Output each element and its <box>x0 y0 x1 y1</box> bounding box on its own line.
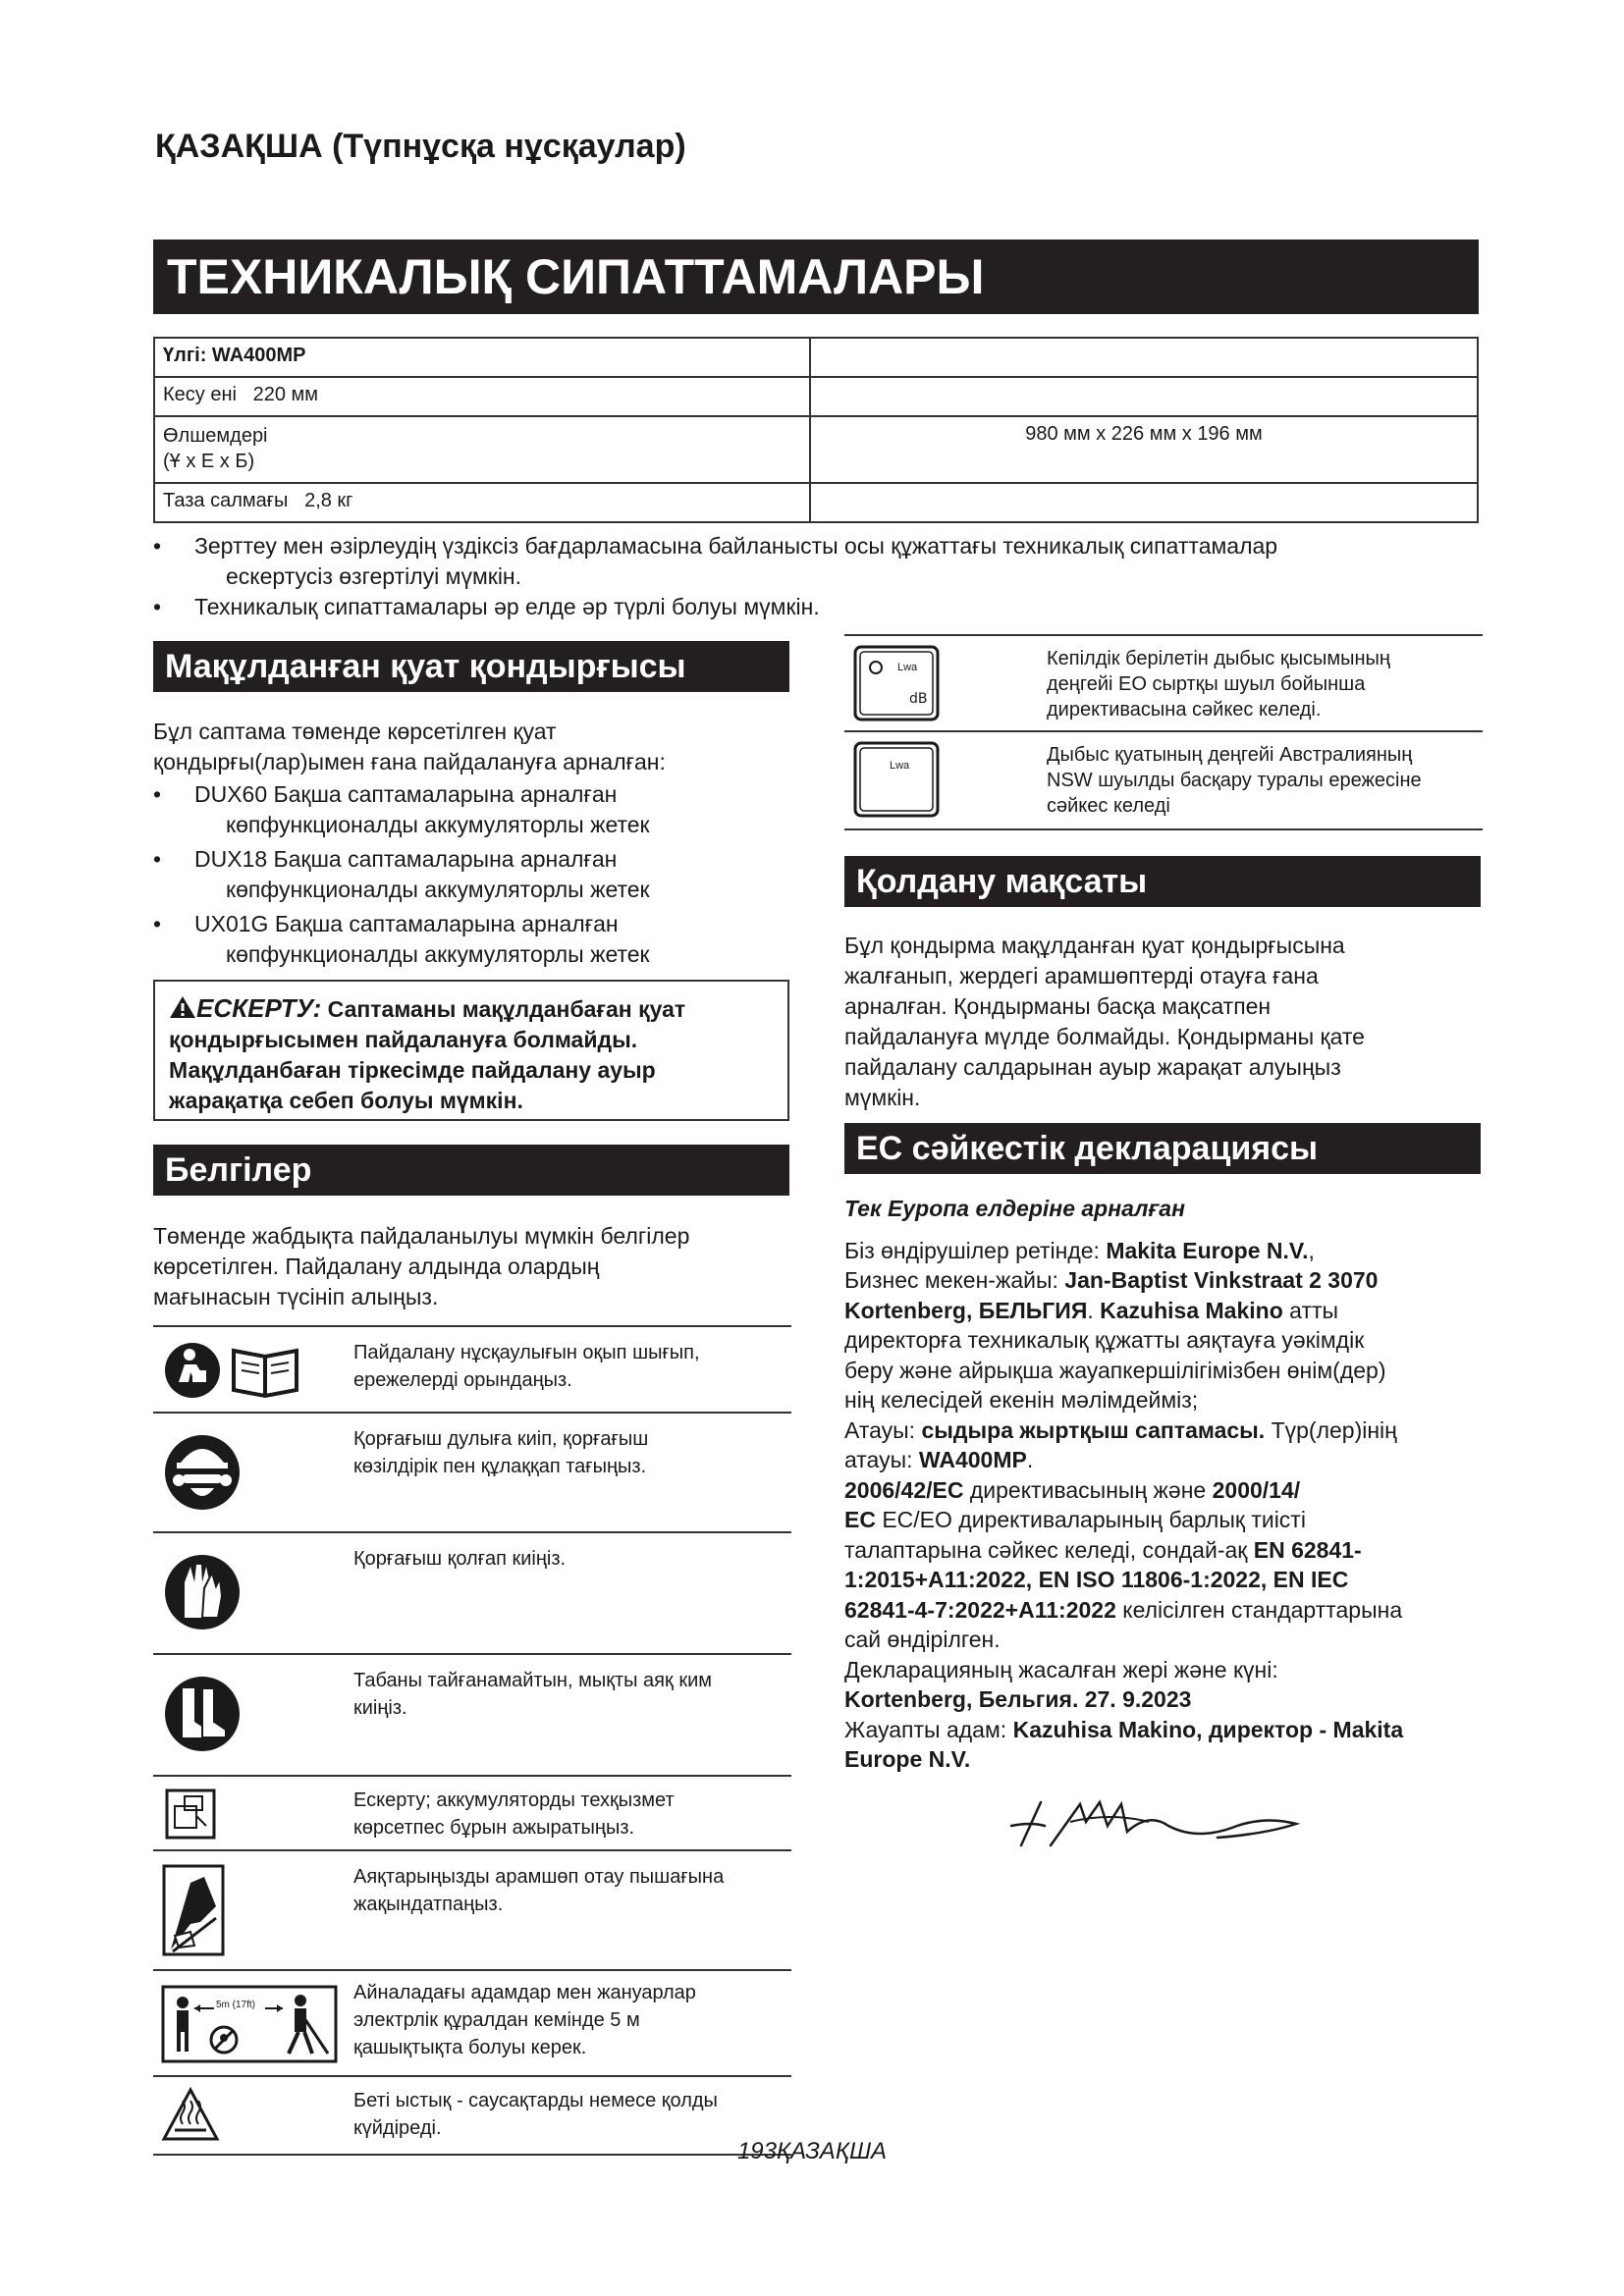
symbol-line: көрсетпес бұрын ажыратыңыз. <box>353 1817 635 1839</box>
declaration-line <box>844 1505 1492 1535</box>
symbol-row <box>153 1414 791 1533</box>
declaration-text <box>844 1194 1492 1775</box>
symbol-line: көзілдірік пен құлаққап тағыңыз. <box>353 1456 647 1477</box>
symbol-line: қашықтықта болуы керек. <box>353 2037 587 2058</box>
spec-table <box>153 337 1479 523</box>
declaration-line <box>844 1415 1492 1446</box>
symbol-line: Айналадағы адамдар мен жануарлар <box>353 1982 696 2003</box>
spec-value <box>810 338 1478 377</box>
symbol-description <box>353 1787 785 1842</box>
declaration-subtitle: Тек Еуропа елдеріне арналған <box>844 1196 1185 1221</box>
spec-dimensions-value: 980 мм x 226 мм x 196 мм <box>810 416 1478 483</box>
decl-text: Түр(лер)інің <box>1265 1416 1397 1443</box>
decl-text: ЕС/ЕО директиваларының барлық тиісті <box>875 1507 1306 1532</box>
declaration-line <box>844 1445 1492 1475</box>
signature <box>1001 1783 1316 1861</box>
declaration-line: Декларацияның жасалған жері және күні: <box>844 1656 1278 1682</box>
symbol-line: ережелерді орындаңыз. <box>353 1369 572 1391</box>
symbol-line: Қорғағыш қолғап киіңіз. <box>353 1548 567 1570</box>
declaration-line <box>844 1296 1492 1326</box>
symbol-description <box>353 1863 785 1918</box>
decl-text: талаптарына сәйкес келеді, сондай-ақ <box>844 1536 1254 1563</box>
symbols-intro-line: Төменде жабдықта пайдаланылуы мүмкін белгілер <box>153 1223 690 1249</box>
sound-eu-icon <box>852 644 941 727</box>
spec-notes <box>153 531 1489 622</box>
decl-text: . <box>1026 1447 1034 1472</box>
declaration-line: Europe N.V. <box>844 1746 971 1772</box>
warning-text: қондырғысымен пайдалануға болмайды. <box>169 1027 638 1052</box>
decl-text: директивасының және <box>963 1476 1213 1503</box>
symbol-line: Қорғағыш дулыға киіп, қорғағыш <box>353 1428 649 1450</box>
list-line: • DUX18 Бақша саптамаларына арналған <box>194 846 618 872</box>
list-item <box>153 779 791 840</box>
spec-dimensions-text: Өлшемдері <box>163 425 268 447</box>
decl-text: келісілген стандарттарына <box>1115 1596 1403 1623</box>
list-line: • DUX60 Бақша саптамаларына арналған <box>194 781 618 807</box>
decl-text: Жауапты адам: <box>844 1716 1013 1742</box>
decl-product: сыдыра жыртқыш саптамасы. <box>921 1416 1266 1443</box>
decl-text: . <box>1087 1297 1101 1323</box>
decl-standard: 62841-4-7:2022+A11:2022 <box>844 1596 1116 1623</box>
decl-text: атауы: <box>844 1447 919 1472</box>
decl-director: Kazuhisa Makino <box>1100 1297 1283 1323</box>
spec-row <box>154 377 1478 416</box>
decl-text: Атауы: <box>844 1416 922 1443</box>
purpose-text <box>844 931 1483 1113</box>
declaration-line: директорға техникалық құжатты аяқтауға уәкімдік <box>844 1327 1365 1353</box>
boots-icon <box>163 1665 242 1768</box>
specs-banner: ТЕХНИКАЛЫҚ СИПАТТАМАЛАРЫ <box>153 240 1479 314</box>
spec-value <box>810 377 1478 416</box>
language-title: ҚАЗАҚША (Түпнұсқа нұсқаулар) <box>155 128 686 165</box>
decl-model: WA400MP <box>918 1447 1027 1472</box>
symbol-line: Аяқтарыңызды арамшөп отау пышағына <box>353 1866 725 1888</box>
spec-cut-width: Кесу ені 220 мм <box>154 377 810 416</box>
warning-box <box>153 980 789 1121</box>
warning-triangle-icon <box>169 995 196 1019</box>
declaration-place-date: Kortenberg, Бельгия. 27. 9.2023 <box>844 1686 1192 1712</box>
power-unit-list <box>153 779 791 970</box>
decl-address: Kortenberg, БЕЛЬГИЯ <box>844 1297 1088 1323</box>
keep-distance-icon <box>161 1985 338 2068</box>
sound-row <box>844 732 1483 830</box>
sound-line: директивасына сәйкес келеді. <box>1047 699 1322 721</box>
decl-text: атты <box>1282 1297 1339 1323</box>
symbols-intro-line: көрсетілген. Пайдалану алдында олардың <box>153 1254 600 1279</box>
list-line: көпфункционалды аккумуляторлы жетек <box>226 812 650 837</box>
symbol-line: киіңіз. <box>353 1697 407 1719</box>
symbol-description <box>353 1339 785 1394</box>
symbol-description <box>353 1667 785 1722</box>
purpose-line: пайдалану салдарынан ауыр жарақат алуыңыз <box>844 1054 1341 1080</box>
page-footer: 193ҚАЗАҚША <box>736 2138 888 2164</box>
warning-label: ЕСКЕРТУ: <box>196 993 322 1023</box>
symbol-line: жақындатпаңыз. <box>353 1894 504 1915</box>
decl-responsible: Kazuhisa Makino, директор - Makita <box>1012 1716 1404 1742</box>
spec-weight: Таза салмағы 2,8 кг <box>154 483 810 522</box>
power-unit-banner: Мақұлданған қуат қондырғысы <box>153 641 789 692</box>
distance-label: 5m (17ft) <box>216 2000 256 2010</box>
note-line: • Зерттеу мен әзірлеудің үздіксіз бағдарламасына байланысты осы құжаттағы техникалық сипаттамалар <box>194 533 1278 559</box>
spec-dimensions-label <box>154 416 810 483</box>
symbol-row <box>153 1655 791 1777</box>
sound-au-label: Lwa <box>890 760 910 772</box>
note-line: • Техникалық сипаттамалары әр елде әр түрлі болуы мүмкін. <box>194 594 820 619</box>
list-line: көпфункционалды аккумуляторлы жетек <box>226 941 650 967</box>
spec-value <box>810 483 1478 522</box>
sound-line: Кепілдік берілетін дыбыс қысымының <box>1047 648 1390 669</box>
sound-description <box>1047 646 1483 722</box>
purpose-line: арналған. Қондырманы басқа мақсатпен <box>844 993 1272 1019</box>
sound-table <box>844 634 1483 830</box>
declaration-line: беру және айрықша жауапкершілігімізбен өнім(дер) <box>844 1357 1386 1383</box>
list-line: • UX01G Бақша саптамаларына арналған <box>194 911 619 936</box>
power-intro <box>153 717 791 777</box>
spec-model: Үлгі: WA400MP <box>154 338 810 377</box>
purpose-banner: Қолдану мақсаты <box>844 856 1481 907</box>
disconnect-battery-icon <box>161 1787 220 1846</box>
sound-eu-label: Lwa <box>897 662 918 673</box>
symbol-row <box>153 1851 791 1971</box>
spec-note <box>153 592 1489 622</box>
decl-text: , <box>1308 1237 1315 1263</box>
symbol-row <box>153 1533 791 1655</box>
symbol-line: Беті ыстық - саусақтарды немесе қолды <box>353 2090 718 2111</box>
svg-text:dB: dB <box>909 691 928 707</box>
symbol-line: Ескерту; аккумуляторды техқызмет <box>353 1789 675 1811</box>
symbol-line: электрлік құралдан кемінде 5 м <box>353 2009 640 2031</box>
sound-line: сәйкес келеді <box>1047 795 1170 817</box>
symbol-description <box>353 2087 785 2142</box>
declaration-line <box>844 1236 1492 1266</box>
symbols-table <box>153 1325 791 2156</box>
declaration-line <box>844 1265 1492 1296</box>
declaration-line: нің келесідей екенін мәлімдейміз; <box>844 1387 1199 1413</box>
spec-row <box>154 416 1478 483</box>
warning-text: жарақатқа себеп болуы мүмкін. <box>169 1088 523 1113</box>
sound-au-icon <box>852 740 941 824</box>
declaration-line <box>844 1535 1492 1566</box>
note-line: ескертусіз өзгертілуі мүмкін. <box>226 563 522 589</box>
declaration-line: 1:2015+A11:2022, EN ISO 11806-1:2022, EN IEC <box>844 1567 1349 1592</box>
symbol-row <box>153 1327 791 1414</box>
declaration-banner: ЕС сәйкестік декларациясы <box>844 1123 1481 1174</box>
power-intro-line: Бұл саптама төменде көрсетілген қуат <box>153 719 557 744</box>
power-intro-line: қондырғы(лар)ымен ғана пайдалануға арналған: <box>153 749 666 774</box>
purpose-line: мүмкін. <box>844 1085 921 1110</box>
list-item <box>153 909 791 970</box>
gloves-icon <box>163 1543 242 1646</box>
decl-directive: 2006/42/EC <box>844 1476 964 1503</box>
sound-line: деңгейі ЕО сыртқы шуыл бойынша <box>1047 673 1366 695</box>
symbol-line: күйдіреді. <box>353 2117 442 2139</box>
purpose-line: Бұл қондырма мақұлданған қуат қондырғысына <box>844 933 1345 958</box>
symbol-row <box>153 1971 791 2077</box>
decl-standard: EN 62841- <box>1253 1536 1362 1563</box>
symbol-description <box>353 1979 785 2061</box>
decl-directive: 2000/14/ <box>1212 1476 1301 1503</box>
purpose-line: пайдалануға мүлде болмайды. Қондырманы қате <box>844 1024 1365 1049</box>
decl-address: Jan-Baptist Vinkstraat 2 3070 <box>1064 1267 1379 1293</box>
declaration-line <box>844 1475 1492 1506</box>
declaration-line: сай өндірілген. <box>844 1627 1001 1652</box>
symbols-intro-line: мағынасын түсініп алыңыз. <box>153 1284 439 1309</box>
list-item <box>153 844 791 905</box>
decl-company: Makita Europe N.V. <box>1106 1237 1309 1263</box>
sound-row <box>844 636 1483 732</box>
decl-directive: EC <box>844 1507 876 1532</box>
spec-note <box>153 531 1489 592</box>
spec-dimensions-axes: (Ұ x Е x Б) <box>163 451 255 472</box>
declaration-line <box>844 1595 1492 1626</box>
sound-line: Дыбыс қуатының деңгейі Австралияның <box>1047 744 1413 766</box>
symbols-intro <box>153 1221 791 1312</box>
sound-description <box>1047 742 1483 819</box>
read-manual-icon <box>163 1341 310 1405</box>
declaration-line <box>844 1715 1492 1745</box>
symbol-line: Табаны тайғанамайтын, мықты аяқ ким <box>353 1670 712 1691</box>
decl-text: Біз өндірушілер ретінде: <box>844 1237 1107 1263</box>
symbol-description <box>353 1545 785 1573</box>
warning-text: Мақұлданбаған тіркесімде пайдалану ауыр <box>169 1057 656 1083</box>
spec-row <box>154 483 1478 522</box>
symbol-row <box>153 1777 791 1851</box>
sound-line: NSW шуылды басқару туралы ережесіне <box>1047 770 1422 791</box>
symbols-banner: Белгілер <box>153 1145 789 1196</box>
helmet-goggles-earmuffs-icon <box>163 1423 242 1526</box>
symbol-description <box>353 1425 785 1480</box>
list-line: көпфункционалды аккумуляторлы жетек <box>226 877 650 902</box>
warning-text: Саптаманы мақұлданбаған қуат <box>321 996 686 1022</box>
symbol-line: Пайдалану нұсқаулығын оқып шығып, <box>353 1342 700 1363</box>
purpose-line: жалғанып, жердегі арамшөптерді отауға ғана <box>844 963 1319 988</box>
spec-row <box>154 338 1478 377</box>
keep-feet-away-icon <box>161 1863 226 1962</box>
decl-text: Бизнес мекен-жайы: <box>844 1267 1065 1293</box>
